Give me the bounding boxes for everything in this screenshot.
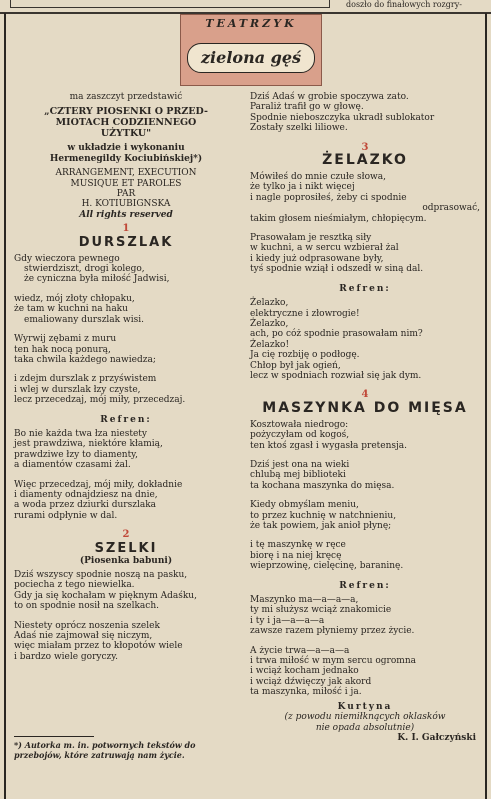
verse-line: Spodnie nieboszczyka ukradł sublokator — [250, 112, 435, 123]
left-column — [14, 92, 238, 662]
arrangement-line: MUSIQUE ET PAROLES — [70, 178, 182, 189]
title-line: „CZTERY PIOSENKI O PRZED- — [44, 106, 208, 118]
verse-line: Więc przecedzaj, mój miły, dokładnie — [14, 479, 183, 490]
verse-line: i tę maszynkę w ręce — [250, 540, 346, 551]
section-number: 3 — [361, 141, 369, 153]
verse-line: elektryczne i złowrogie! — [250, 308, 360, 319]
verse-line: ty mi służysz wciąż znakomicie — [250, 605, 392, 616]
verse-line: i zdejm durszlak z przyświstem — [14, 374, 157, 385]
verse-line: pożyczyłam od kogoś, — [250, 430, 350, 441]
verse-line: ta maszynka, miłość i ja. — [250, 687, 362, 698]
verse-line: chlubą mej biblioteki — [250, 470, 346, 481]
verse-line: Dziś wszyscy spodnie noszą na pasku, — [14, 570, 188, 580]
verse-line: i nagle poprosiłeś, żeby ci spodnie — [250, 192, 407, 203]
verse-line: Kosztowała niedrogo: — [250, 419, 349, 430]
verse-line: i ty i ja—a—a—a — [250, 615, 325, 626]
credits-line: Hermenegildy Kociubińskiej*) — [49, 153, 203, 164]
verse-line: Ja cię rozbiję o podłogę. — [250, 350, 360, 361]
verse-line: a diamentów czasami żal. — [14, 460, 131, 471]
verse-line: i wciąż kocham jednako — [250, 666, 359, 677]
verse-line: i diamenty odnajdziesz na dnie, — [14, 489, 158, 500]
verse-line: ach, po cóż spodnie prasowałam nim? — [250, 329, 423, 340]
verse-line: Wyrwij zębami z muru — [14, 334, 117, 345]
verse-line: jest prawdziwa, niektóre kłamią, — [14, 439, 163, 450]
footnote-divider — [14, 736, 94, 737]
verse-line: to przez kuchnię w natchnieniu, — [250, 510, 397, 521]
title-line: UŻYTKU" — [100, 128, 152, 140]
logo-main-text: zielona gęś — [187, 43, 315, 73]
arrangement-line: ARRANGEMENT, EXECUTION — [55, 168, 197, 179]
verse-line: stwierdziszt, drogi kolego, — [24, 264, 145, 275]
logo-top-text: TEATRZYK — [205, 17, 297, 30]
verse-line: wiedz, mój złoty chłopaku, — [14, 293, 135, 304]
verse-line: lecz przecedzaj, mój miły, przecedzaj. — [14, 395, 186, 406]
verse-line: wieprzowinę, cielęcinę, baraninę. — [250, 561, 404, 572]
kurtyna-label: Kurtyna — [337, 701, 393, 712]
section-title-szelki: SZELKI — [94, 540, 158, 556]
verse-line: odprasować, — [422, 203, 480, 214]
verse-line: pociecha z tego niewielka. — [14, 580, 135, 591]
section-subtitle: (Piosenka babuni) — [79, 555, 173, 566]
verse-line: Dziś jest ona na wieki — [250, 459, 350, 470]
verse-line: Maszynko ma—a—a—a, — [250, 595, 359, 606]
section-title-zelazko: ŻELAZKO — [322, 152, 408, 169]
verse-line: Paraliż trafił go w głowę. — [250, 102, 364, 113]
verse-line: zawsze razem płyniemy przez życie. — [250, 626, 415, 637]
verse-line: Żelazko, — [250, 318, 289, 329]
verse-line: a woda przez dziurki durszlaka — [14, 500, 157, 511]
verse-line: tyś spodnie wziął i odszedł w siną dal. — [250, 264, 424, 275]
right-border — [485, 13, 487, 799]
refren-label: Refren: — [100, 414, 152, 425]
verse-line: Kiedy obmyślam meniu, — [250, 500, 359, 511]
verse-line: w kuchni, a w sercu wzbierał żal — [250, 243, 399, 254]
verse-line: A życie trwa—a—a—a — [250, 645, 350, 656]
verse-line: że tylko ja i nikt więcej — [250, 182, 355, 193]
previous-article-text: doszło do finałowych rozgry- — [346, 0, 462, 9]
section-number: 4 — [361, 389, 369, 401]
kurtyna-note: (z powodu niemiłknących oklasków — [284, 712, 446, 723]
section-title-durszlak: DURSZLAK — [78, 234, 174, 250]
right-column — [250, 92, 480, 743]
verse-line: Gdy wieczora pewnego — [14, 253, 120, 264]
verse-line: takim głosem nieśmiałym, chłopięcym. — [250, 213, 427, 224]
verse-line: i kiedy już odprasowane były, — [250, 253, 384, 264]
refren-label: Refren: — [339, 580, 391, 591]
verse-line: i wciąż dźwięczy jak akord — [250, 676, 372, 687]
verse-line: i trwa miłość w mym sercu ogromna — [250, 656, 416, 667]
verse-line: że tak powiem, jak anioł płynę; — [250, 521, 392, 531]
refren-label: Refren: — [339, 283, 391, 294]
rights-line: All rights reserved — [79, 209, 173, 220]
verse-line: Prasowałam je resztką siły — [250, 233, 372, 244]
teatrzyk-logo — [180, 14, 322, 86]
verse-line: i wlej w durszlak łzy czyste, — [14, 384, 141, 395]
verse-line: Zostały szelki liliowe. — [250, 123, 348, 134]
verse-line: Adaś nie zajmował się niczym, — [14, 631, 153, 642]
intro-line: ma zaszczyt przedstawić — [69, 92, 183, 102]
verse-line: Bo nie każda twa łza niestety — [14, 428, 148, 439]
verse-line: że cyniczna była miłość Jadwisi, — [24, 274, 170, 285]
verse-line: biorę i na niej kręcę — [250, 550, 342, 561]
credits-line: w układzie i wykonaniu — [67, 143, 185, 154]
arrangement-line: PAR — [116, 189, 136, 200]
kurtyna-note: nie opada absolutnie) — [315, 722, 415, 733]
verse-line: ten hak nocą ponurą, — [14, 344, 111, 355]
verse-line: Mówiłeś do mnie czułe słowa, — [250, 172, 386, 183]
verse-line: lecz w spodniach rozwiał się jak dym. — [250, 370, 422, 381]
verse-line: emaliowany durszlak wisi. — [24, 314, 144, 325]
left-border — [4, 13, 6, 799]
author-signature: K. I. Gałczyński — [397, 732, 476, 743]
verse-line: Żelazko! — [250, 339, 290, 350]
arrangement-line: H. KOTIUBIGNSKA — [81, 199, 171, 210]
verse-line: że tam w kuchni na haku — [14, 304, 128, 315]
footnote-line: *) Autorka m. in. potwornych tekstów do — [14, 740, 196, 750]
verse-line: i bardzo wiele goryczy. — [14, 651, 119, 662]
verse-line: Dziś Adaś w grobie spoczywa zato. — [250, 92, 409, 102]
verse-line: prawdziwe łzy to diamenty, — [14, 449, 138, 460]
section-number: 1 — [122, 223, 130, 235]
verse-line: Chłop był jak ogień, — [250, 360, 341, 371]
verse-line: ta kochana maszynka do mięsa. — [250, 480, 395, 491]
verse-line: Żelazko, — [250, 298, 289, 309]
section-number: 2 — [122, 529, 130, 541]
verse-line: więc miałam przez to kłopotów wiele — [14, 641, 183, 652]
verse-line: Niestety oprócz noszenia szelek — [14, 620, 160, 631]
previous-article-frame — [10, 0, 330, 8]
verse-line: taka chwila każdego nawiedza; — [14, 354, 156, 365]
footnote-line: przebojów, które zatruwają nam życie. — [14, 750, 185, 760]
section-title-maszynka: MASZYNKA DO MIĘSA — [262, 399, 468, 416]
verse-line: ten ktoś zgasł i wygasła pretensja. — [250, 440, 408, 451]
verse-line: to on spodnie nosił na szelkach. — [14, 601, 159, 612]
title-line: MIOTACH CODZIENNEGO — [55, 117, 197, 129]
verse-line: Gdy ja się kochałam w pięknym Adaśku, — [14, 590, 197, 601]
footnote — [14, 740, 234, 760]
verse-line: rurami odpłynie w dal. — [14, 510, 118, 521]
